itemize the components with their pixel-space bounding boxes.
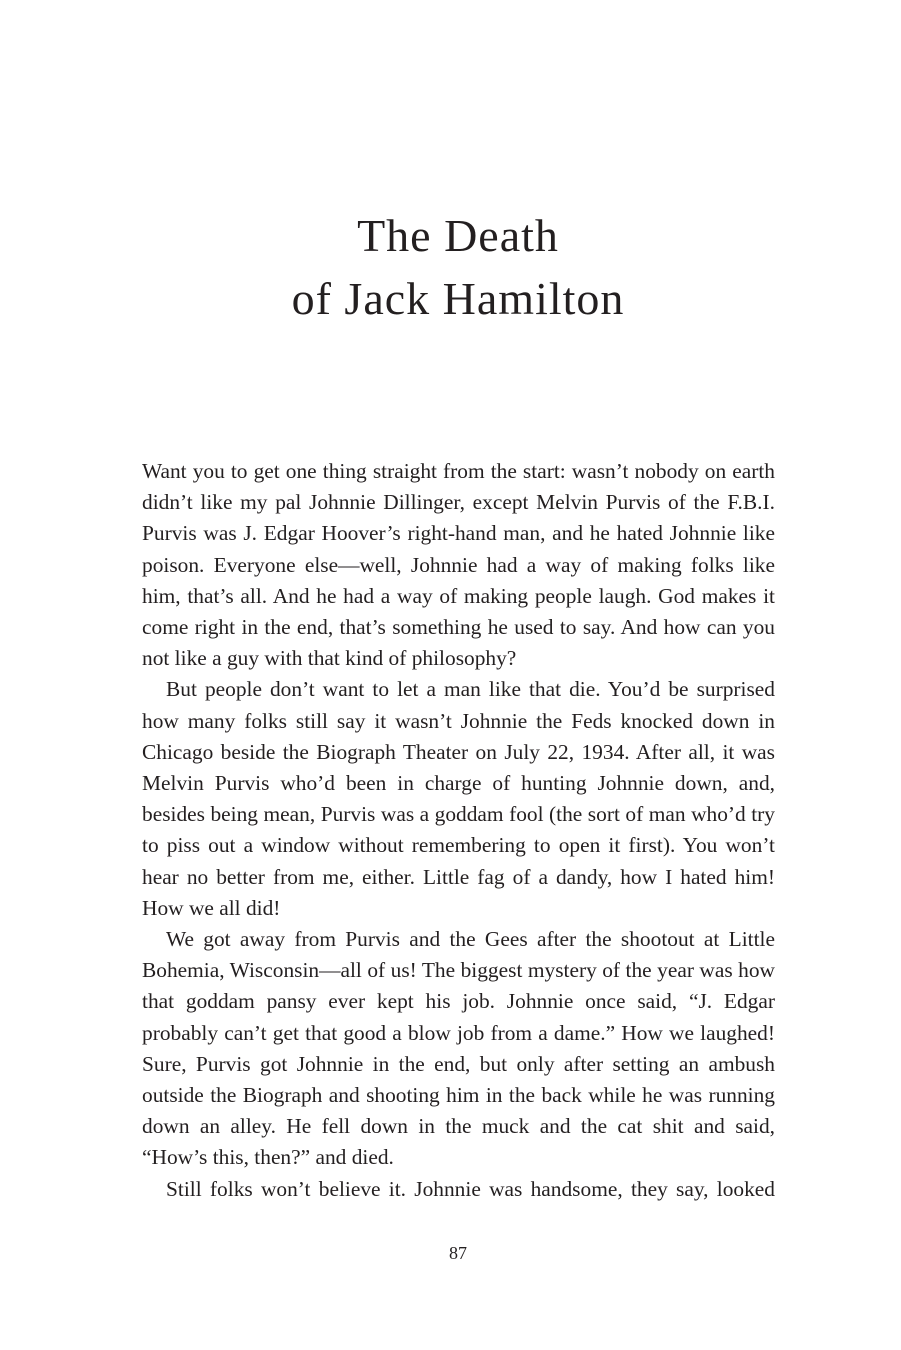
chapter-title-line-2: of Jack Hamilton [291, 273, 625, 324]
body-text [142, 456, 775, 1205]
paragraph: We got away from Purvis and the Gees after the shootout at Little Bohemia, Wisconsin—all of us! The biggest mystery of the year was how that goddam pansy ever kept his job. Johnnie once said, “J. Edgar probably can’t get that good a blow job from a dame.” How we laughed! Sure, Purvis got Johnnie in the end, but only after setting an ambush outside the Biograph and shooting him in the back while he was running down an alley. He fell down in the muck and the cat shit and said, “How’s this, then?” and died. [142, 927, 775, 1170]
chapter-title [0, 204, 901, 330]
page-number: 87 [449, 1243, 467, 1263]
chapter-title-line-1: The Death [357, 210, 559, 261]
paragraph: Still folks won’t believe it. Johnnie was handsome, they say, looked [166, 1176, 775, 1201]
paragraph: Want you to get one thing straight from the start: wasn’t nobody on earth didn’t like my pal Johnnie Dillinger, except Melvin Purvis of the F.B.I. Purvis was J. Edgar Hoover’s right-hand man, and he hated Johnnie like poison. Everyone else—well, Johnnie had a way of making folks like him, that’s all. And he had a way of making people laugh. God makes it come right in the end, that’s something he used to say. And how can you not like a guy with that kind of philosophy? [142, 459, 775, 671]
paragraph: But people don’t want to let a man like that die. You’d be surprised how many folks still say it wasn’t Johnnie the Feds knocked down in Chicago beside the Biograph Theater on July 22, 1934. After all, it was Melvin Purvis who’d been in charge of hunting Johnnie down, and, besides being mean, Purvis was a goddam fool (the sort of man who’d try to piss out a window without remembering to open it first). You won’t hear no better from me, either. Little fag of a dandy, how I hated him! How we all did! [142, 677, 775, 920]
